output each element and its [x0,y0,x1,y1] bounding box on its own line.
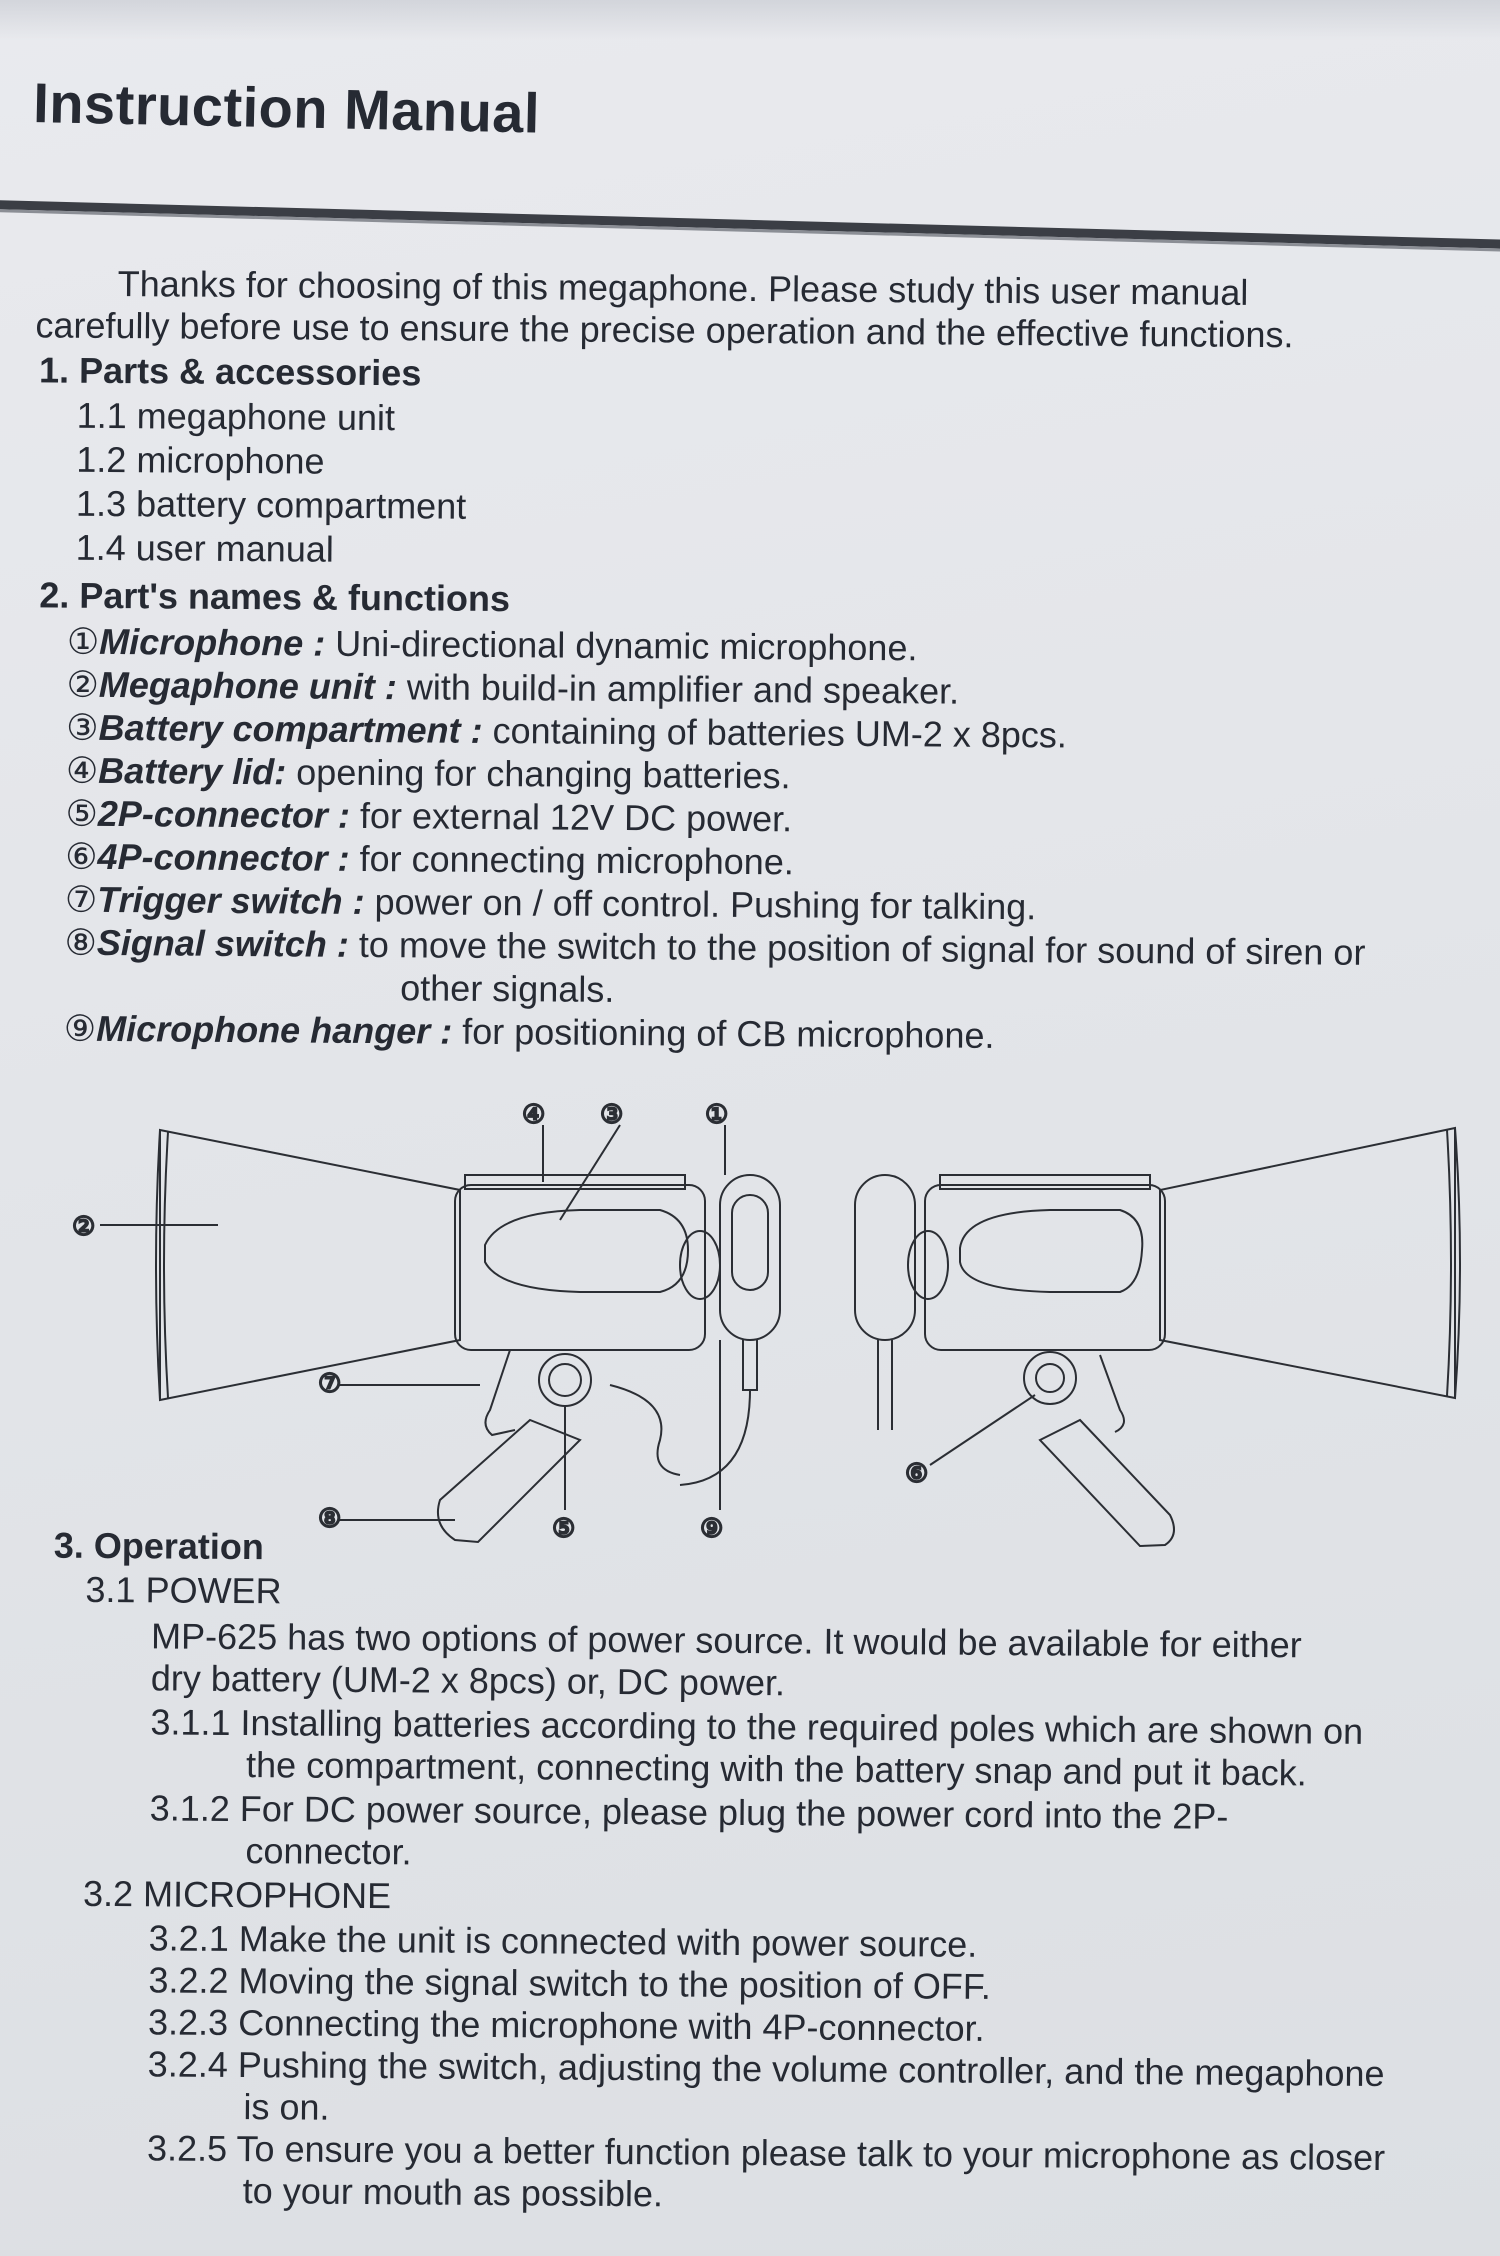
callout-2: ② [72,1212,96,1242]
part-marker: ⑧ [64,921,98,963]
part-entry-8-continued: other signals. [400,967,615,1010]
part-desc: power on / off control. Pushing for talking. [364,881,1037,928]
callout-3: ③ [600,1100,624,1130]
part-desc: with build-in amplifier and speaker. [396,666,960,712]
section-3-heading: 3. Operation [53,1524,265,1568]
trigger-shape [485,1350,515,1435]
part-entry-8 [64,922,1365,974]
part-term: Battery compartment : [98,706,483,751]
power-text-2: dry battery (UM-2 x 8pcs) or, DC power. [150,1657,786,1704]
part-entry-3 [66,707,1067,757]
power-text-1: MP-625 has two options of power source. It would be available for either [150,1615,1302,1666]
part-term: Microphone : [99,620,326,664]
part-marker: ⑨ [63,1007,97,1049]
part-term: 4P-connector : [97,835,350,879]
body-window [485,1210,688,1292]
part-desc: opening for changing batteries. [286,751,791,797]
part-desc: Uni-directional dynamic microphone. [325,622,918,669]
megaphone-diagram [60,1080,1480,1560]
microphone-heading: 3.2 MICROPHONE [82,1872,392,1917]
step-3-1-1-cont: the compartment, connecting with the battery snap and put it back. [245,1744,1307,1794]
part-desc: for connecting microphone. [349,837,794,883]
mic-cable [680,1390,750,1485]
step-3-2-2: 3.2.2 Moving the signal switch to the position of OFF. [148,1959,992,2007]
step-3-1-2-cont: connector. [245,1830,412,1873]
part-marker: ⑤ [65,792,99,834]
part-term: Megaphone unit : [98,663,398,708]
callout-4: ④ [522,1100,546,1130]
coil-cord [610,1385,680,1475]
parts-item-2: 1.2 microphone [76,438,325,482]
callout-9: ⑨ [700,1514,724,1544]
part-marker: ① [66,620,100,662]
callout-8: ⑧ [318,1504,342,1534]
part-term: Microphone hanger : [96,1007,453,1052]
callout-6: ⑥ [905,1459,929,1489]
megaphone-illustration [60,1080,1480,1560]
part-term: Battery lid: [98,749,287,793]
connector-2p-shape [539,1354,591,1406]
step-3-2-4: 3.2.4 Pushing the switch, adjusting the volume controller, and the megaphone [147,2043,1385,2095]
intro-line-1: Thanks for choosing of this megaphone. Please study this user manual [117,263,1249,313]
intro-line-2: carefully before use to ensure the precise operation and the effective functions. [35,304,1294,356]
handle-grip [1040,1420,1174,1546]
part-marker: ② [66,663,100,705]
right-megaphone [855,1128,1460,1546]
part-term: 2P-connector : [97,792,351,836]
part-entry-1 [67,621,918,670]
part-term: Signal switch : [96,921,350,965]
horn-outline [160,1130,460,1400]
battery-lid-shape [465,1175,685,1189]
callout-7: ⑦ [318,1369,342,1399]
part-entry-2 [66,664,959,713]
part-entry-6 [65,836,794,884]
microphone-shape [855,1175,915,1340]
part-entry-9 [64,1008,995,1057]
step-3-2-3: 3.2.3 Connecting the microphone with 4P-connector. [147,2001,985,2049]
part-marker: ④ [65,749,99,791]
part-desc: to move the switch to the position of signal for sound of siren or [348,923,1366,973]
callout-1: ① [705,1100,729,1130]
parts-item-4: 1.4 user manual [75,526,334,570]
step-3-1-2: 3.1.2 For DC power source, please plug the power cord into the 2P- [149,1787,1229,1837]
page-title: Instruction Manual [32,70,541,145]
horn-outline [1160,1128,1455,1398]
parts-item-1: 1.1 megaphone unit [76,394,396,439]
step-3-1-1: 3.1.1 Installing batteries according to the required poles which are shown on [150,1701,1364,1752]
part-entry-4 [66,750,791,798]
part-desc: containing of batteries UM-2 x 8pcs. [482,709,1068,756]
part-marker: ③ [66,706,99,748]
part-entry-7 [65,879,1037,929]
part-desc: for positioning of CB microphone. [452,1010,995,1056]
section-1-heading: 1. Parts & accessories [38,349,422,394]
part-entry-5 [65,793,792,841]
parts-item-3: 1.3 battery compartment [75,482,467,527]
section-2-heading: 2. Part's names & functions [39,574,511,620]
part-term: Trigger switch : [97,878,365,923]
callout-5: ⑤ [552,1514,576,1544]
part-desc: for external 12V DC power. [349,794,793,840]
part-marker: ⑦ [64,878,98,920]
left-megaphone [100,1125,780,1542]
microphone-shape [720,1175,780,1340]
power-heading: 3.1 POWER [85,1568,282,1612]
step-3-2-1: 3.2.1 Make the unit is connected with power source. [148,1917,978,1965]
step-3-2-4-cont: is on. [243,2086,330,2128]
step-3-2-5: 3.2.5 To ensure you a better function please talk to your microphone as closer [146,2127,1386,2179]
step-3-2-5-cont: to your mouth as possible. [242,2170,664,2215]
part-marker: ⑥ [65,835,98,877]
